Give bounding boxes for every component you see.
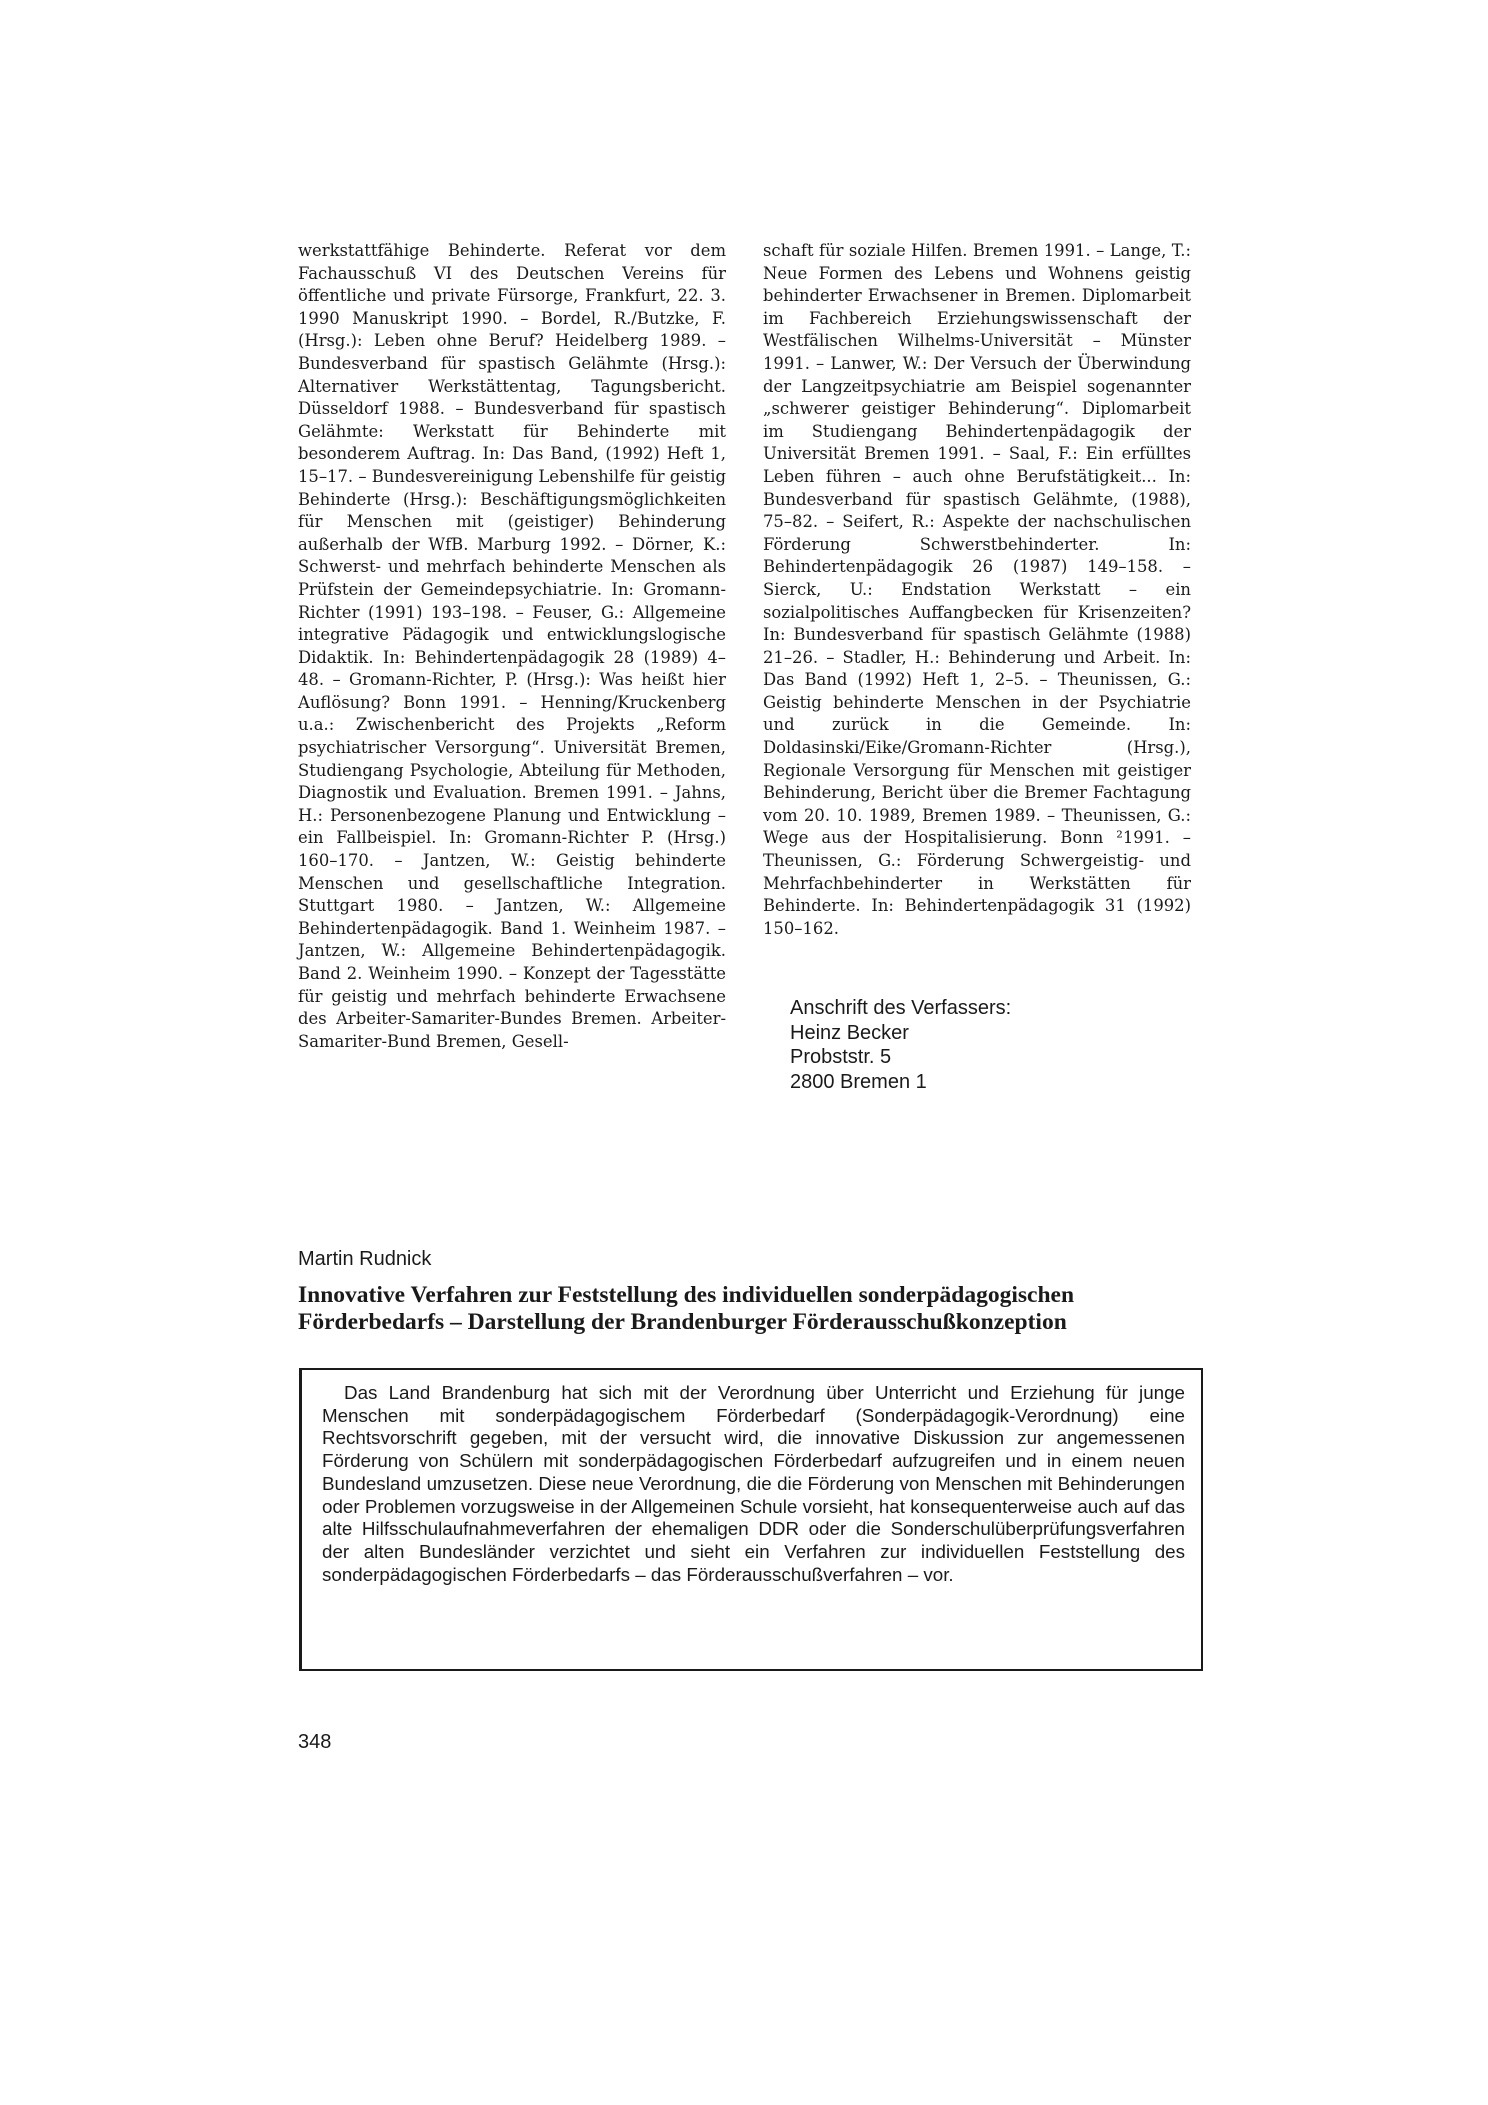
- page-number: 348: [298, 1731, 332, 1753]
- article-title-line-1: Innovative Verfahren zur Feststellung des individuellen sonderpädagogischen: [298, 1282, 1075, 1308]
- references-left-text: werkstattfähige Behinderte. Referat vor dem Fachausschuß VI des Deutschen Vereins für öffentliche und private Fürsorge, Frankfurt, 22. 3. 1990 Manuskript 1990. – Bordel, R./Butzke, F. (Hrsg.): Leben ohne Beruf? Heidelberg 1989. – Bundesverband für spastisch Gelähmte (Hrsg.): Alternativer Werkstättentag, Tagungsbericht. Düsseldorf 1988. – Bundesverband für spastisch Gelähmte: Werkstatt für Behinderte mit besonderem Auftrag. In: Das Band, (1992) Heft 1, 15–17. – Bundesvereinigung Lebenshilfe für geistig Behinderte (Hrsg.): Beschäftigungsmöglichkeiten für Menschen mit (geistiger) Behinderung außerhalb der WfB. Marburg 1992. – Dörner, K.: Schwerst- und mehrfach behinderte Menschen als Prüfstein der Gemeindepsychiatrie. In: Gromann-Richter (1991) 193–198. – Feuser, G.: Allgemeine integrative Pädagogik und entwicklungslogische Didaktik. In: Behindertenpädagogik 28 (1989) 4–48. – Gromann-Richter, P. (Hrsg.): Was heißt hier Auflösung? Bonn 1991. – Henning/Kruckenberg u.a.: Zwischenbericht des Projekts „Reform psychiatrischer Versorgung“. Universität Bremen, Studiengang Psychologie, Abteilung für Methoden, Diagnostik und Evaluation. Bremen 1991. – Jahns, H.: Personenbezogene Planung und Entwicklung – ein Fallbeispiel. In: Gromann-Richter P. (Hrsg.) 160–170. – Jantzen, W.: Geistig behinderte Menschen und gesellschaftliche Integration. Stuttgart 1980. – Jantzen, W.: Allgemeine Behindertenpädagogik. Band 1. Weinheim 1987. – Jantzen, W.: Allgemeine Behindertenpädagogik. Band 2. Weinheim 1990. – Konzept der Tagesstätte für geistig und mehrfach behinderte Erwachsene des Arbeiter-Samariter-Bundes Bremen. Arbeiter-Samariter-Bund Bremen, Gesell-: [298, 241, 726, 1051]
- references-right-text: schaft für soziale Hilfen. Bremen 1991. – Lange, T.: Neue Formen des Lebens und Wohnens geistig behinderter Erwachsener in Bremen. Diplomarbeit im Fachbereich Erziehungswissenschaft der Westfälischen Wilhelms-Universität – Münster 1991. – Lanwer, W.: Der Versuch der Überwindung der Langzeitpsychiatrie am Beispiel sogenannter „schwerer geistiger Behinderung“. Diplomarbeit im Studiengang Behindertenpädagogik der Universität Bremen 1991. – Saal, F.: Ein erfülltes Leben führen – auch ohne Berufstätigkeit... In: Bundesverband für spastisch Gelähmte, (1988), 75–82. – Seifert, R.: Aspekte der nachschulischen Förderung Schwerstbehinderter. In: Behindertenpädagogik 26 (1987) 149–158. – Sierck, U.: Endstation Werkstatt – ein sozialpolitisches Auffangbecken für Krisenzeiten? In: Bundesverband für spastisch Gelähmte (1988) 21–26. – Stadler, H.: Behinderung und Arbeit. In: Das Band (1992) Heft 1, 2–5. – Theunissen, G.: Geistig behinderte Menschen in der Psychiatrie und zurück in die Gemeinde. In: Doldasinski/Eike/Gromann-Richter (Hrsg.), Regionale Versorgung für Menschen mit geistiger Behinderung, Bericht über die Bremer Fachtagung vom 20. 10. 1989, Bremen 1989. – Theunissen, G.: Wege aus der Hospitalisierung. Bonn ²1991. – Theunissen, G.: Förderung Schwergeistig- und Mehrfachbehinderter in Werkstätten für Behinderte. In: Behindertenpädagogik 31 (1992) 150–162.: [763, 241, 1191, 938]
- abstract-box: [299, 1368, 1203, 1671]
- address-heading: Anschrift des Verfassers:: [790, 997, 1012, 1019]
- reference-column-right: [763, 240, 1191, 940]
- author-address: [790, 996, 1011, 1094]
- address-city: 2800 Bremen 1: [790, 1070, 927, 1093]
- article-title-line-2: Förderbedarfs – Darstellung der Brandenburger Förderausschußkonzeption: [298, 1309, 1067, 1335]
- reference-column-left: [298, 240, 726, 1053]
- article-title: [298, 1282, 1208, 1336]
- article-author: Martin Rudnick: [298, 1248, 432, 1270]
- address-street: Probststr. 5: [790, 1046, 892, 1068]
- abstract-text: Das Land Brandenburg hat sich mit der Verordnung über Unterricht und Erziehung für junge Menschen mit sonderpädagogischem Förderbedarf (Sonderpädagogik-Verordnung) eine Rechtsvorschrift gegeben, mit der versucht wird, die innovative Diskussion zur angemessenen Förderung von Schülern mit sonderpädagogischen Förderbedarf aufzugreifen und in einem neuen Bundesland umzusetzen. Diese neue Verordnung, die die Förderung von Menschen mit Behinderungen oder Problemen vorzugsweise in der Allgemeinen Schule vorsieht, hat konsequenterweise auch auf das alte Hilfsschulaufnahmeverfahren der ehemaligen DDR oder die Sonderschulüberprüfungsverfahren der alten Bundesländer verzichtet und sieht ein Verfahren zur individuellen Feststellung des sonderpädagogischen Förderbedarfs – das Förderausschußverfahren – vor.: [322, 1382, 1185, 1585]
- address-name: Heinz Becker: [790, 1021, 909, 1044]
